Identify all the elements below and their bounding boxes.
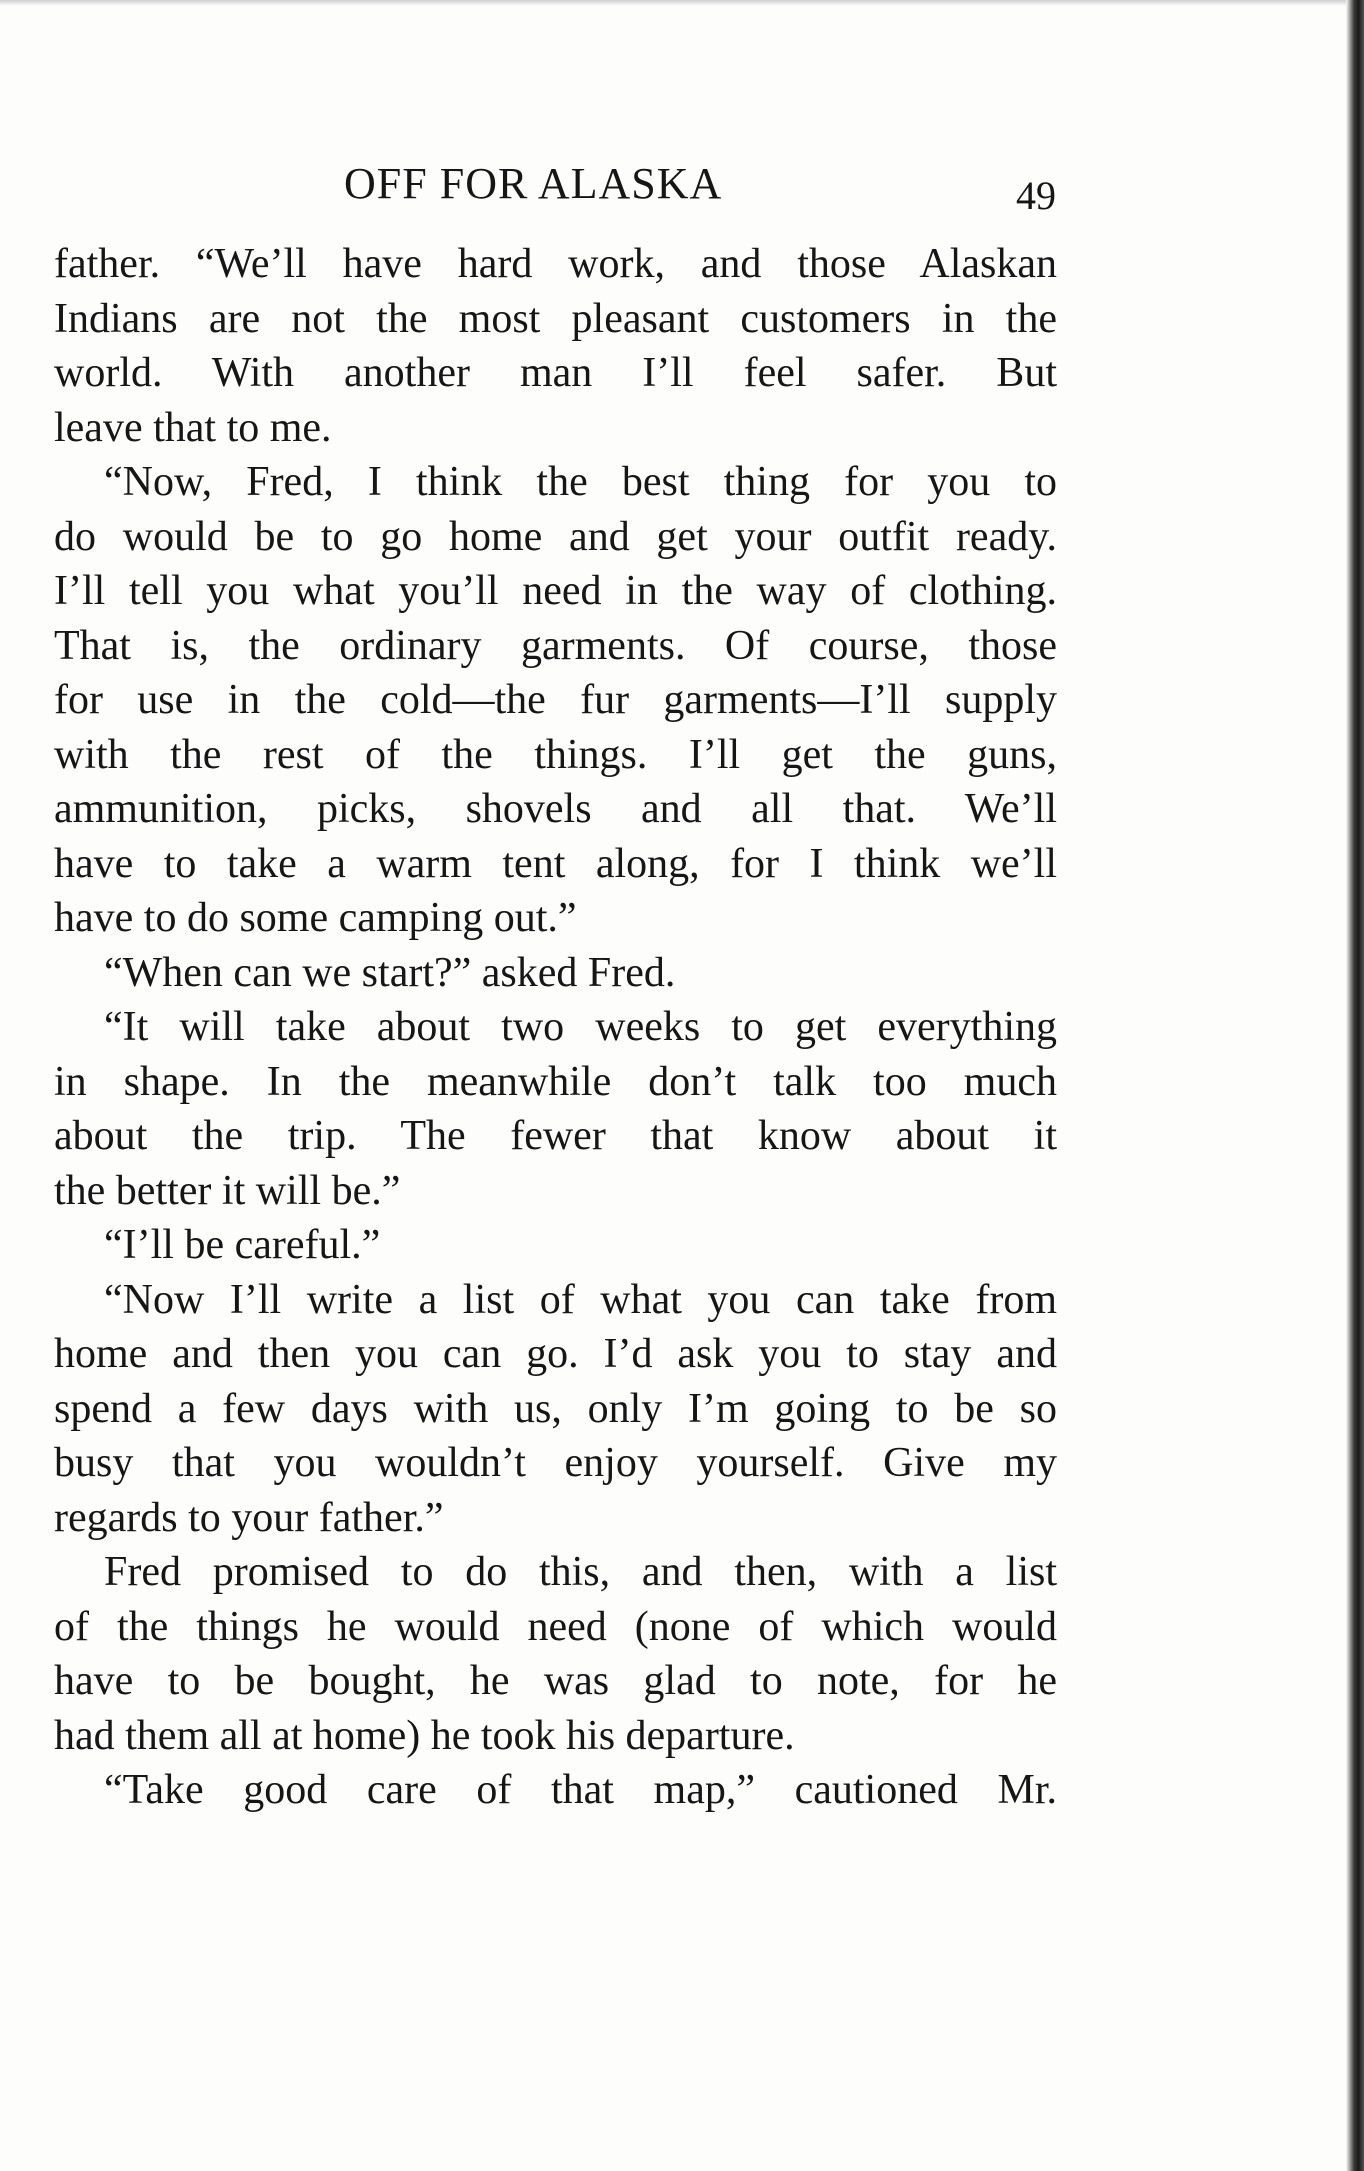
text-line: of the things he would need (none of which would bbox=[54, 1603, 1057, 1650]
text-line: about the trip. The fewer that know about it bbox=[54, 1113, 1057, 1159]
text-line: “Now I’ll write a list of what you can take from bbox=[104, 1276, 1057, 1323]
text-line: Fred promised to do this, and then, with a list bbox=[104, 1549, 1057, 1595]
text-line: That is, the ordinary garments. Of course, those bbox=[54, 622, 1057, 669]
page-top-shadow bbox=[0, 0, 1364, 6]
text-line: I’ll tell you what you’ll need in the way of clothing. bbox=[54, 568, 1057, 614]
running-head: OFF FOR ALASKA bbox=[344, 159, 723, 208]
text-line: in shape. In the meanwhile don’t talk too much bbox=[54, 1058, 1057, 1105]
text-line: have to take a warm tent along, for I think we’ll bbox=[54, 840, 1057, 887]
text-line: had them all at home) he took his departure. bbox=[54, 1712, 795, 1759]
text-line: “It will take about two weeks to get everything bbox=[104, 1004, 1057, 1050]
text-line: Indians are not the most pleasant customers in the bbox=[54, 295, 1057, 342]
text-line: for use in the cold—the fur garments—I’ll supply bbox=[54, 677, 1057, 723]
page-header bbox=[54, 158, 1064, 218]
page-number: 49 bbox=[1016, 173, 1056, 218]
text-line: with the rest of the things. I’ll get the guns, bbox=[54, 731, 1057, 778]
text-line: leave that to me. bbox=[54, 404, 332, 451]
text-line: spend a few days with us, only I’m going to be so bbox=[54, 1385, 1057, 1432]
text-line: the better it will be.” bbox=[54, 1167, 401, 1214]
text-line: “When can we start?” asked Fred. bbox=[104, 949, 676, 996]
text-line: ammunition, picks, shovels and all that. We’ll bbox=[54, 786, 1057, 832]
text-line: “Take good care of that map,” cautioned Mr. bbox=[104, 1767, 1057, 1813]
text-line: world. With another man I’ll feel safer. But bbox=[54, 350, 1057, 396]
page-binding-edge bbox=[1346, 0, 1364, 2171]
text-line: “Now, Fred, I think the best thing for you to bbox=[104, 459, 1057, 505]
text-line: regards to your father.” bbox=[54, 1494, 444, 1541]
text-line: busy that you wouldn’t enjoy yourself. Give my bbox=[54, 1440, 1057, 1486]
body-text bbox=[54, 237, 1057, 1818]
text-line: have to do some camping out.” bbox=[54, 895, 577, 941]
text-line: do would be to go home and get your outfit ready. bbox=[54, 513, 1057, 560]
text-line: home and then you can go. I’d ask you to stay and bbox=[54, 1331, 1057, 1377]
text-line: have to be bought, he was glad to note, for he bbox=[54, 1658, 1057, 1704]
text-line: “I’ll be careful.” bbox=[104, 1222, 381, 1268]
text-line: father. “We’ll have hard work, and those Alaskan bbox=[54, 241, 1057, 287]
